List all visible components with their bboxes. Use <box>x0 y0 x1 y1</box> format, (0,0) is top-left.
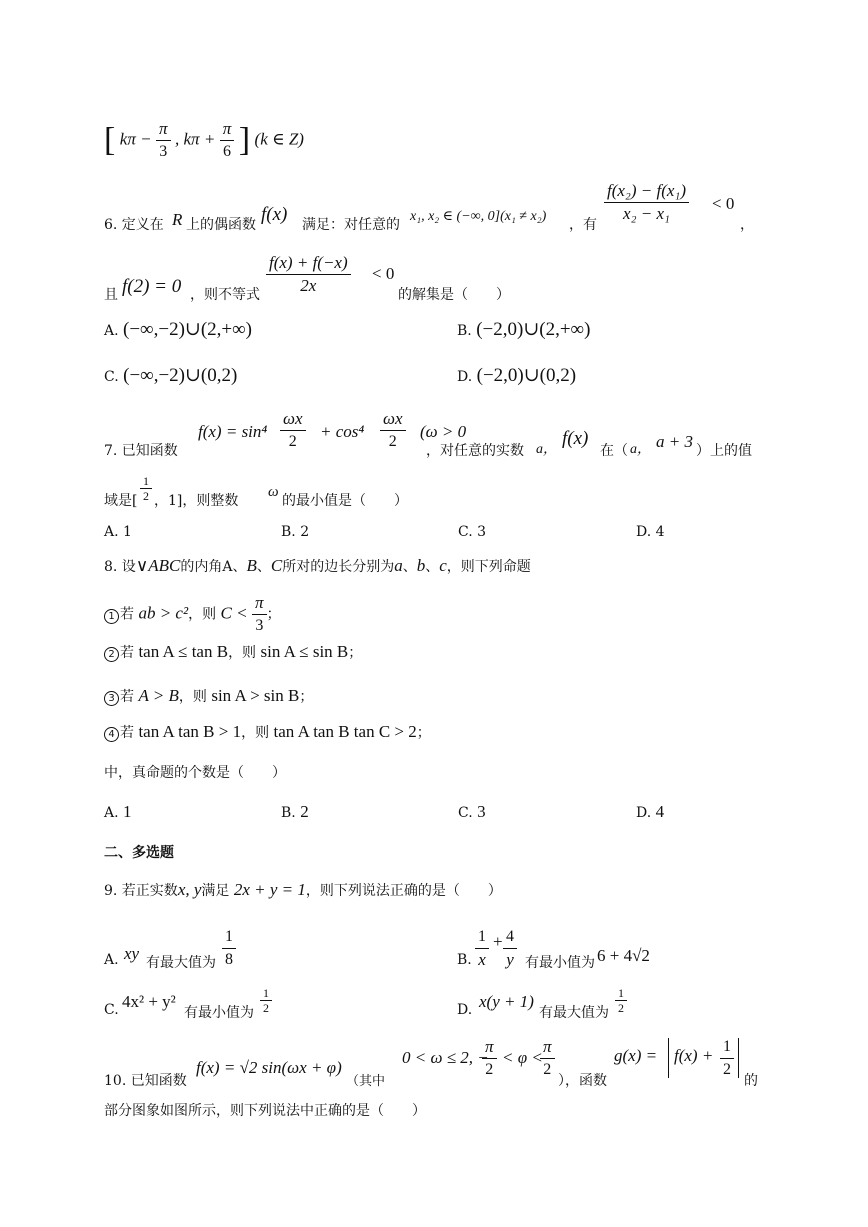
q7-range-end: ，1]，则整数 <box>154 493 239 509</box>
frac-num: 1 <box>260 986 272 1001</box>
option-label: C. <box>458 805 473 821</box>
q6-ineq-den: x₂ − x₁ <box>623 204 670 223</box>
q8-B: B <box>246 556 257 575</box>
prop-cond: tan A ≤ tan B <box>138 642 229 661</box>
q6-text7: 的解集是（ ） <box>398 287 510 303</box>
q10-g-inner: f(x) + <box>674 1046 714 1065</box>
q9-number: 9. 若正实数 <box>104 883 178 899</box>
option-text: 有最小值为 <box>184 1005 254 1021</box>
q6-lt0: < 0 <box>712 194 735 213</box>
option-text: 有最小值为 <box>525 955 595 971</box>
q6-text2: 满足：对任意的 <box>302 217 400 233</box>
frac-den: 2 <box>485 1061 494 1078</box>
q7-ask: 的最小值是（ ） <box>282 493 408 509</box>
option-label: B. <box>457 952 472 968</box>
q10-text: ），函数 <box>558 1073 607 1089</box>
q10-line2 <box>104 1100 426 1120</box>
q7-text2: 在（ <box>600 443 628 459</box>
k-pi-plus: , kπ + <box>175 129 216 149</box>
q6-text5: 且 <box>104 287 118 303</box>
q8-ask <box>104 762 286 782</box>
frac-den: 3 <box>255 617 264 634</box>
q6-frac-den: 2x <box>300 276 317 295</box>
option-text: 2 <box>300 524 310 540</box>
q8-option-a <box>104 802 132 822</box>
q6-frac-num: f(x) + f(−x) <box>266 252 351 275</box>
q8-b: b <box>416 556 426 575</box>
q6-option-a <box>104 318 252 341</box>
option-expr: xy <box>124 944 140 963</box>
q7-frac2 <box>380 408 406 453</box>
prop-text: 若 <box>120 645 134 661</box>
q10-cond: 0 < ω ≤ 2, − <box>402 1048 489 1067</box>
q8-prop1 <box>104 592 281 632</box>
q7-line1 <box>104 409 764 464</box>
q8-number: 8. 设 <box>104 559 136 575</box>
pi-over-3: $\frac{\pi}{3}$ <box>156 118 171 163</box>
frac-den: 2 <box>388 433 397 450</box>
option-text: (−2,0)∪(2,+∞) <box>476 319 591 340</box>
pi-over-2 <box>482 1036 497 1081</box>
option-label: B. <box>281 524 296 540</box>
q8-option-b <box>281 802 309 822</box>
pi-over-6: $\frac{\pi}{6}$ <box>220 118 235 163</box>
k-pi-minus: kπ − <box>119 129 152 149</box>
option-text: 3 <box>477 524 487 540</box>
q6-fx: f(x) <box>261 204 288 225</box>
frac-den: 2 <box>143 489 149 503</box>
q8-a: a <box>394 556 403 575</box>
q8-A: A <box>222 559 233 575</box>
q6-text6: ，则不等式 <box>190 287 260 303</box>
option-label: D. <box>636 524 652 540</box>
q6-set: x₁, x₂ ∈ (−∞, 0](x₁ ≠ x₂) <box>410 209 547 224</box>
q8-sep: 、 <box>232 559 247 575</box>
circled-2: 2 <box>104 647 119 662</box>
q6-text3: ，有 <box>569 217 597 233</box>
frac-den: y <box>506 950 514 969</box>
option-label: C. <box>458 524 473 540</box>
q9-cond: 2x + y = 1 <box>233 880 306 899</box>
frac-den: 8 <box>225 951 233 968</box>
one-half <box>260 986 272 1015</box>
frac-num: 1 <box>720 1036 734 1059</box>
right-bracket: ] <box>238 121 251 159</box>
prop-text: ，则 <box>178 689 207 705</box>
prop-text: ，则 <box>241 725 270 741</box>
q7-text4: ）上的值 <box>696 443 752 459</box>
prop-text: ，则 <box>228 645 257 661</box>
prop-end: ； <box>348 645 363 661</box>
option-expr: x(y + 1) <box>479 992 534 1011</box>
q8-ask-text: 中，真命题的个数是（ ） <box>104 765 286 781</box>
frac-num: 1 <box>140 474 152 489</box>
prop-result: sin A ≤ sin B <box>260 642 349 661</box>
q7-option-b <box>281 524 309 540</box>
q10-f: f(x) = √2 sin(ωx + φ) <box>196 1058 342 1077</box>
q6-ineq-frac <box>604 180 689 225</box>
q7-number: 7. 已知函数 <box>104 443 178 459</box>
option-text: (−∞,−2)∪(2,+∞) <box>123 319 252 340</box>
section-heading: 二、多选题 <box>104 845 174 861</box>
left-bracket: [ <box>104 121 116 159</box>
q7-half <box>140 474 152 503</box>
q10-mid: < φ < <box>502 1048 543 1067</box>
q8-prop2 <box>104 642 362 662</box>
frac-den: x <box>478 950 486 969</box>
pi-over-2 <box>540 1036 555 1081</box>
prop-result: C < <box>220 603 248 623</box>
q7-option-d <box>636 524 665 540</box>
q10-line1 <box>104 1037 764 1090</box>
q8-c: c <box>439 556 447 575</box>
q9-stem <box>104 880 502 900</box>
q8-option-d <box>636 802 664 822</box>
frac-den: 2 <box>723 1061 731 1078</box>
q8-text: 的内角 <box>180 559 223 575</box>
prop-end: ； <box>266 606 281 623</box>
q9-xy: x, y <box>177 880 202 899</box>
q8-prop4 <box>104 722 431 742</box>
q6-text4: ， <box>740 217 754 233</box>
frac-num: 1 <box>222 926 236 949</box>
option-label: D. <box>636 805 652 821</box>
option-label: A. <box>104 323 119 339</box>
q7-fx: f(x) <box>562 428 589 449</box>
option-text: 3 <box>477 802 486 821</box>
pi-over-3 <box>252 592 267 637</box>
q8-text: ，则下列命题 <box>446 559 531 575</box>
option-value: 6 + 4√2 <box>597 946 650 965</box>
circled-4: 4 <box>104 727 119 742</box>
q8-prop3 <box>104 686 313 706</box>
option-text: (−2,0)∪(0,2) <box>476 365 577 386</box>
option-label: D. <box>457 1002 473 1018</box>
prop-end: ； <box>299 689 314 705</box>
q7-frac1 <box>280 408 306 453</box>
frac-num: ωx <box>380 408 406 431</box>
option-text: 有最大值为 <box>146 955 216 971</box>
option-label: C. <box>104 1002 119 1018</box>
abs-bar-left <box>668 1038 669 1078</box>
option-text: 1 <box>123 802 132 821</box>
q8-text: 所对的边长分别为 <box>282 559 395 575</box>
frac-den: 2 <box>618 1001 624 1015</box>
prop-end: ； <box>416 725 431 741</box>
q8-line1 <box>104 556 531 576</box>
q6-number: 6. 定义在 <box>104 217 164 233</box>
q7-text1: ，对任意的实数 <box>426 443 524 459</box>
k-in-z: (k ∈ Z) <box>254 129 304 149</box>
option-label: B. <box>457 323 472 339</box>
prop-text: ，则 <box>188 606 217 623</box>
abs-bar-right <box>738 1038 739 1078</box>
q10-number: 10. 已知函数 <box>104 1073 187 1089</box>
circled-1: 1 <box>104 609 119 624</box>
q8-C: C <box>270 556 283 575</box>
q10-text: 的 <box>744 1073 758 1089</box>
one-over-x <box>475 926 489 971</box>
option-text: 1 <box>123 524 132 540</box>
option-expr: 4x² + y² <box>122 992 176 1011</box>
option-label: D. <box>457 369 473 385</box>
option-label: A. <box>104 952 119 968</box>
q7-range-start: 域是[ <box>104 493 138 509</box>
plus: + <box>493 932 503 951</box>
q6-option-c <box>104 364 237 387</box>
q10-line2-text: 部分图象如图所示，则下列说法中正确的是（ ） <box>104 1103 426 1119</box>
q7-a2: a， <box>630 442 651 457</box>
prop-cond: tan A tan B > 1 <box>138 722 242 741</box>
frac-den: 2 <box>288 433 297 450</box>
q7-a3: a + 3 <box>656 432 693 451</box>
circled-3: 3 <box>104 691 119 706</box>
q7-cond: (ω > 0 <box>420 422 467 441</box>
q6-lt0-2: < 0 <box>372 264 395 283</box>
option-label: A. <box>104 805 119 821</box>
option-label: B. <box>281 805 296 821</box>
q7-option-c <box>458 524 486 540</box>
q9-text: ，则下列说法正确的是（ ） <box>305 883 502 899</box>
frac-num: 4 <box>503 926 517 949</box>
q7-omega: ω <box>268 484 279 500</box>
frac-num: ωx <box>280 408 306 431</box>
prop-text: 若 <box>120 689 134 705</box>
q6-line1 <box>104 180 764 240</box>
q6-ineq-num: f(x₂) − f(x₁) <box>604 180 689 203</box>
q6-option-d <box>457 364 576 387</box>
q6-line2 <box>104 253 764 310</box>
frac-den: 2 <box>263 1001 269 1015</box>
one-eighth <box>222 926 236 971</box>
prop-result: tan A tan B tan C > 2 <box>273 722 417 741</box>
option-text: 4 <box>655 524 665 540</box>
q8-sep: 、 <box>425 559 440 575</box>
option-label: C. <box>104 369 119 385</box>
q7-plus: + cos⁴ <box>320 422 365 441</box>
frac-num: π <box>252 592 267 615</box>
q9-text: 满足 <box>201 883 230 899</box>
q6-f2: f(2) = 0 <box>122 276 182 297</box>
q7-option-a <box>104 524 132 540</box>
prop-cond: ab > c² <box>138 603 189 623</box>
four-over-y <box>503 926 517 971</box>
frac-num: 1 <box>475 926 489 949</box>
frac-num: π <box>482 1036 497 1059</box>
q8-option-c <box>458 802 486 822</box>
prop-cond: A > B <box>138 686 179 705</box>
prop-result: sin A > sin B <box>211 686 300 705</box>
one-half <box>720 1036 734 1081</box>
one-half <box>615 986 627 1015</box>
option-text: 2 <box>300 802 309 821</box>
top-interval <box>104 118 304 163</box>
q8-sep: 、 <box>256 559 271 575</box>
frac-num: 1 <box>615 986 627 1001</box>
q7-a: a， <box>536 442 557 457</box>
frac-den: 2 <box>543 1061 552 1078</box>
option-text: 4 <box>655 802 665 821</box>
q6-option-b <box>457 318 590 341</box>
frac-num: π <box>540 1036 555 1059</box>
q7-f: f(x) = sin⁴ <box>198 422 268 441</box>
q6-R: R <box>172 210 183 229</box>
option-text: 有最大值为 <box>539 1005 609 1021</box>
q8-sep: 、 <box>402 559 417 575</box>
q10-text: （其中 <box>346 1074 386 1089</box>
q8-triangle: ∨ABC <box>135 556 181 575</box>
prop-text: 若 <box>120 725 134 741</box>
q7-line2 <box>104 474 504 514</box>
q10-g: g(x) = <box>614 1046 658 1065</box>
option-label: A. <box>104 524 119 540</box>
q6-text1: 上的偶函数 <box>186 217 256 233</box>
q6-main-frac <box>266 252 351 297</box>
option-text: (−∞,−2)∪(0,2) <box>123 365 238 386</box>
prop-text: 若 <box>120 606 134 623</box>
